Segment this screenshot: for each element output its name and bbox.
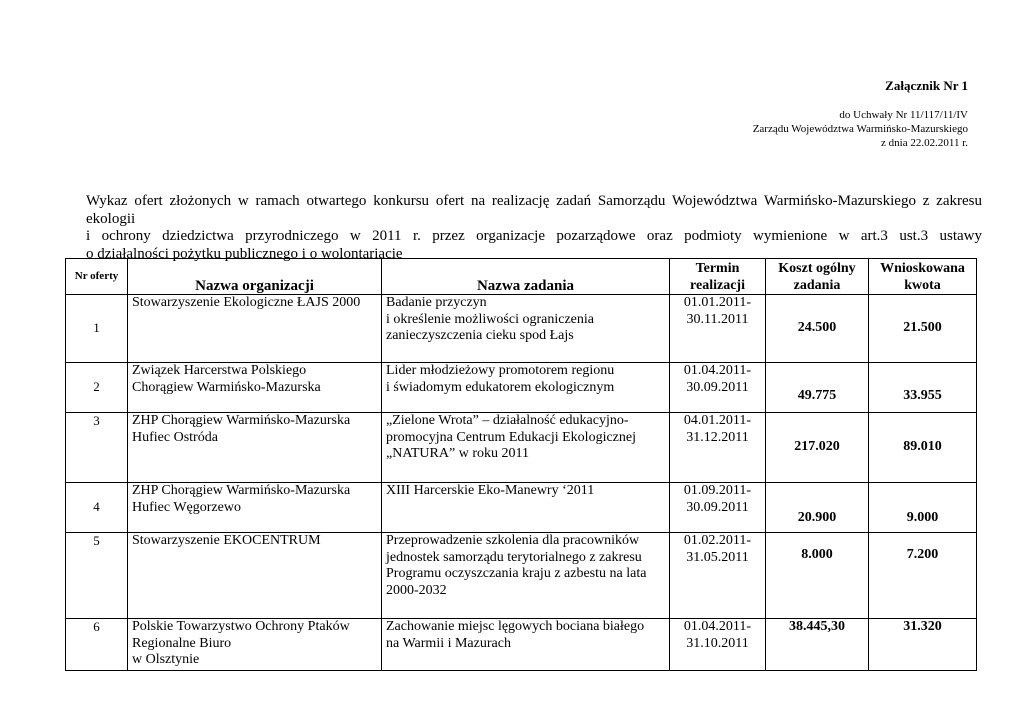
- header-term: Termin realizacji: [670, 259, 766, 295]
- term: 01.04.2011- 31.10.2011: [670, 619, 766, 671]
- table-header-row: [66, 259, 977, 295]
- requested-amount: 89.010: [869, 413, 977, 483]
- total-cost: 20.900: [766, 483, 869, 533]
- annex-title: Załącznik Nr 1: [885, 78, 968, 93]
- table-row: [66, 483, 977, 533]
- organization-name: ZHP Chorągiew Warmińsko-Mazurska Hufiec Ostróda: [128, 413, 382, 483]
- task-name: Lider młodzieżowy promotorem regionu i świadomym edukatorem ekologicznym: [382, 363, 670, 413]
- term: 01.01.2011- 30.11.2011: [670, 295, 766, 363]
- offer-number: 5: [66, 533, 128, 619]
- organization-name: ZHP Chorągiew Warmińsko-Mazurska Hufiec Węgorzewo: [128, 483, 382, 533]
- task-name: Przeprowadzenie szkolenia dla pracowników jednostek samorządu terytorialnego z zakresu Programu oczyszczania kraju z azbestu na lata 2000-2032: [382, 533, 670, 619]
- resolution-info: [753, 108, 968, 150]
- requested-amount: 7.200: [869, 533, 977, 619]
- header-offer-number: Nr oferty: [66, 259, 128, 295]
- table-row: [66, 295, 977, 363]
- intro-line: i ochrony dziedzictwa przyrodniczego w 2011 r. przez organizacje pozarządowe oraz podmioty wymienione w art.3 ust.3 ustawy: [86, 228, 982, 244]
- total-cost: 217.020: [766, 413, 869, 483]
- term: 01.04.2011- 30.09.2011: [670, 363, 766, 413]
- task-name: Zachowanie miejsc lęgowych bociana białego na Warmii i Mazurach: [382, 619, 670, 671]
- organization-name: Stowarzyszenie Ekologiczne ŁAJS 2000: [128, 295, 382, 363]
- task-name: „Zielone Wrota” – działalność edukacyjno- promocyjna Centrum Edukacji Ekologicznej „NATURA” w roku 2011: [382, 413, 670, 483]
- total-cost: 24.500: [766, 295, 869, 363]
- intro-line: Wykaz ofert złożonych w ramach otwartego konkursu ofert na realizację zadań Samorządu Województwa Warmińsko-Mazurskiego z zakresu ekologii: [86, 193, 982, 227]
- offer-number: 4: [66, 483, 128, 533]
- requested-amount: 31.320: [869, 619, 977, 671]
- offer-number: 6: [66, 619, 128, 671]
- organization-name: Stowarzyszenie EKOCENTRUM: [128, 533, 382, 619]
- term: 01.09.2011- 30.09.2011: [670, 483, 766, 533]
- header-requested-amount: Wnioskowana kwota: [869, 259, 977, 295]
- organization-name: Polskie Towarzystwo Ochrony Ptaków Regionalne Biuro w Olsztynie: [128, 619, 382, 671]
- total-cost: 38.445,30: [766, 619, 869, 671]
- total-cost: 8.000: [766, 533, 869, 619]
- requested-amount: 9.000: [869, 483, 977, 533]
- intro-paragraph: [86, 193, 982, 263]
- requested-amount: 21.500: [869, 295, 977, 363]
- total-cost: 49.775: [766, 363, 869, 413]
- header-total-cost: Koszt ogólny zadania: [766, 259, 869, 295]
- task-name: XIII Harcerskie Eko-Manewry ‘2011: [382, 483, 670, 533]
- task-name: Badanie przyczyn i określenie możliwości ograniczenia zanieczyszczenia cieku spod Łajs: [382, 295, 670, 363]
- resolution-number: do Uchwały Nr 11/117/11/IV: [839, 109, 968, 121]
- header-task: Nazwa zadania: [382, 259, 670, 295]
- term: 04.01.2011- 31.12.2011: [670, 413, 766, 483]
- offer-number: 3: [66, 413, 128, 483]
- intro-line: o działalności pożytku publicznego i o wolontariacie: [86, 245, 403, 262]
- table-row: [66, 619, 977, 671]
- offer-number: 1: [66, 295, 128, 363]
- board-name: Zarządu Województwa Warmińsko-Mazurskiego: [752, 123, 968, 135]
- resolution-date: z dnia 22.02.2011 r.: [881, 137, 968, 149]
- table-row: [66, 533, 977, 619]
- table-row: [66, 363, 977, 413]
- requested-amount: 33.955: [869, 363, 977, 413]
- header-organization: Nazwa organizacji: [128, 259, 382, 295]
- offer-number: 2: [66, 363, 128, 413]
- table-row: [66, 413, 977, 483]
- organization-name: Związek Harcerstwa Polskiego Chorągiew Warmińsko-Mazurska: [128, 363, 382, 413]
- term: 01.02.2011- 31.05.2011: [670, 533, 766, 619]
- offers-table: [65, 258, 977, 671]
